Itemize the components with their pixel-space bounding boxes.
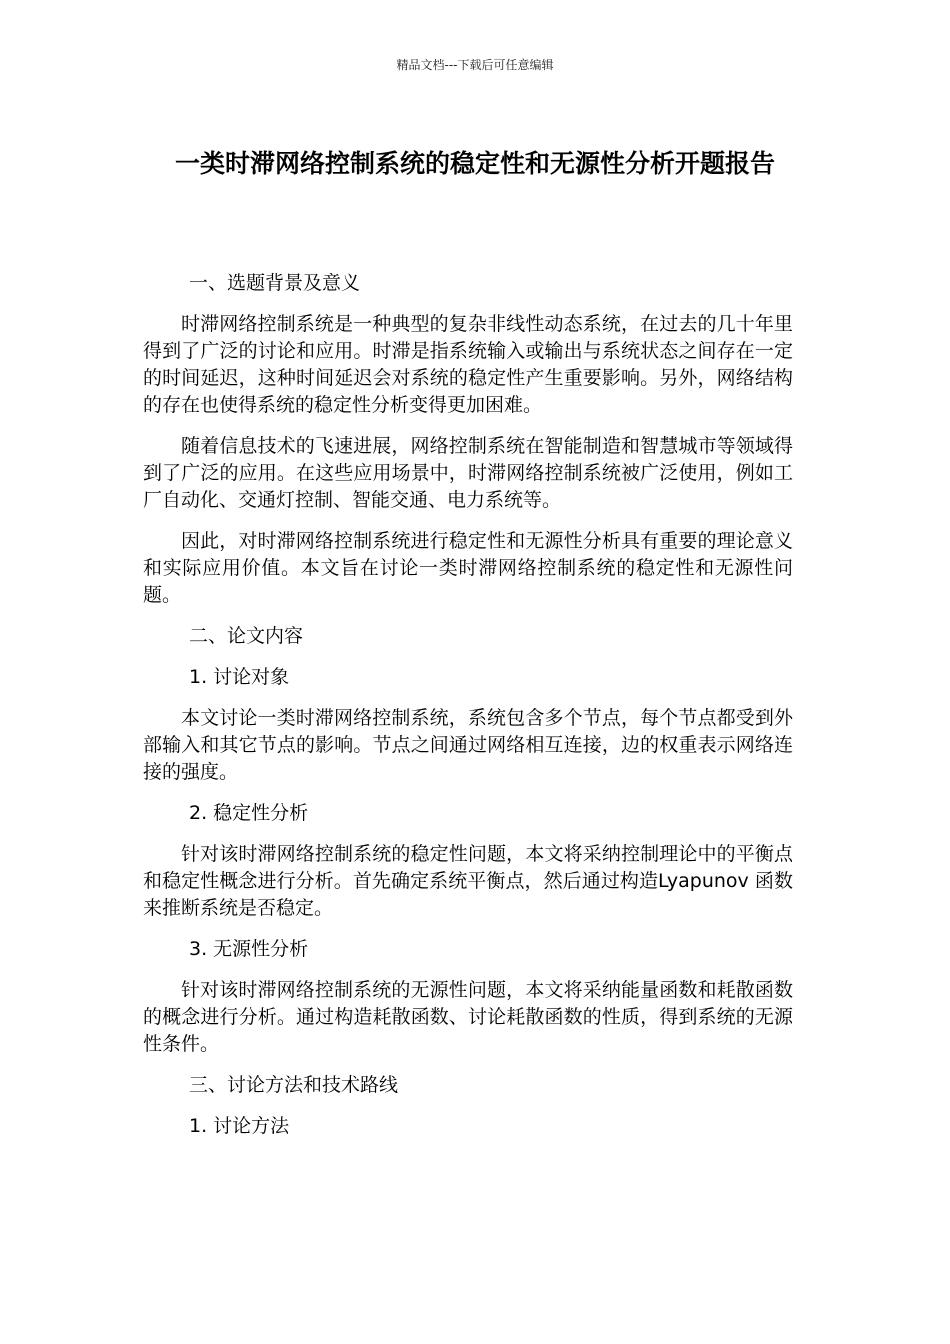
- subheading-research-object: 1. 讨论对象: [189, 666, 290, 688]
- paragraph-background-2: 随着信息技术的飞速进展，网络控制系统在智能制造和智慧城市等领域得到了广泛的应用。在这些应用场景中，时滞网络控制系统被广泛使用，例如工厂自动化、交通灯控制、智能交通、电力系统等。: [143, 435, 793, 511]
- subheading-passivity: 3. 无源性分析: [189, 938, 309, 960]
- paragraph-stability: 针对该时滞网络控制系统的稳定性问题，本文将采纳控制理论中的平衡点和稳定性概念进行分析。首先确定系统平衡点，然后通过构造Lyapunov 函数来推断系统是否稳定。: [143, 843, 793, 919]
- paragraph-background-3: 因此，对时滞网络控制系统进行稳定性和无源性分析具有重要的理论意义和实际应用价值。本文旨在讨论一类时滞网络控制系统的稳定性和无源性问题。: [143, 530, 793, 606]
- header-note: 精品文档---下载后可任意编辑: [396, 58, 554, 72]
- paragraph-research-object: 本文讨论一类时滞网络控制系统，系统包含多个节点，每个节点都受到外部输入和其它节点的影响。节点之间通过网络相互连接，边的权重表示网络连接的强度。: [143, 707, 793, 783]
- section-heading-methods: 三、讨论方法和技术路线: [189, 1074, 399, 1096]
- paragraph-passivity: 针对该时滞网络控制系统的无源性问题，本文将采纳能量函数和耗散函数的概念进行分析。通过构造耗散函数、讨论耗散函数的性质，得到系统的无源性条件。: [143, 979, 793, 1055]
- document-body: [143, 270, 793, 1140]
- document-title: 一类时滞网络控制系统的稳定性和无源性分析开题报告: [174, 149, 775, 178]
- subheading-methods: 1. 讨论方法: [189, 1115, 290, 1137]
- section-heading-content: 二、论文内容: [189, 625, 304, 647]
- section-heading-background: 一、选题背景及意义: [189, 272, 361, 294]
- paragraph-background-1: 时滞网络控制系统是一种典型的复杂非线性动态系统，在过去的几十年里得到了广泛的讨论和应用。时滞是指系统输入或输出与系统状态之间存在一定的时间延迟，这种时间延迟会对系统的稳定性产生重要影响。另外，网络结构的存在也使得系统的稳定性分析变得更加困难。: [143, 313, 793, 416]
- subheading-stability: 2. 稳定性分析: [189, 802, 309, 824]
